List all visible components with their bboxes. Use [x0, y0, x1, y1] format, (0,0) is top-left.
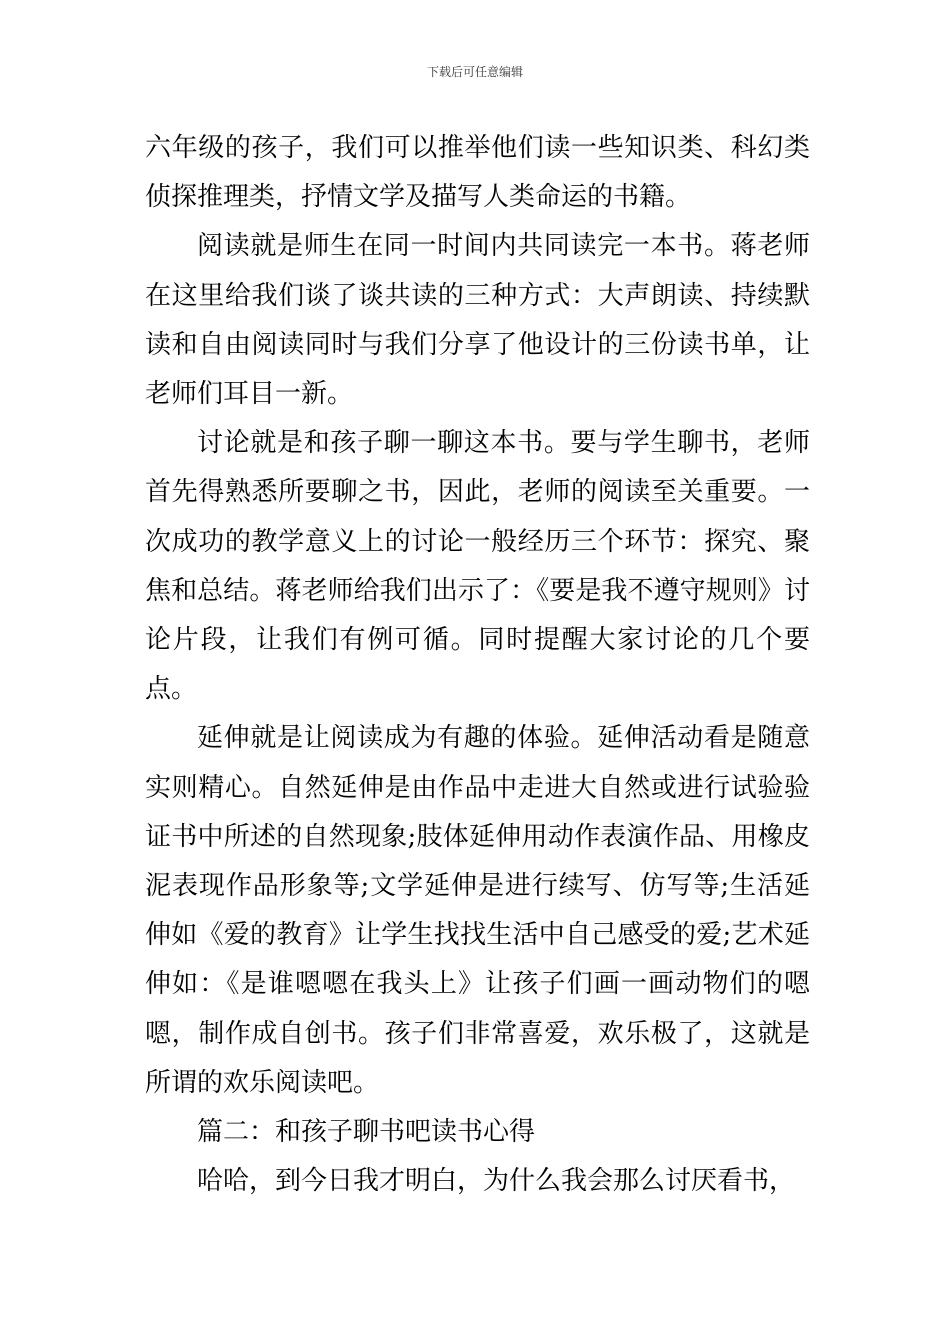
page-header: 下载后可任意编辑: [426, 65, 523, 79]
paragraph-2: 阅读就是师生在同一时间内共同读完一本书。蒋老师在这里给我们谈了谈共读的三种方式：大声朗读、持续默读和自由阅读同时与我们分享了他设计的三份读书单，让老师们耳目一新。: [145, 231, 810, 410]
paragraph-4: 延伸就是让阅读成为有趣的体验。延伸活动看是随意实则精心。自然延伸是由作品中走进大自然或进行试验验证书中所述的自然现象;肢体延伸用动作表演作品、用橡皮泥表现作品形象等;文学延伸是进行续写、仿写等;生活延伸如《爱的教育》让学生找找生活中自己感受的爱;艺术延伸如：《是谁嗯嗯在我头上》让孩子们画一画动物们的嗯嗯，制作成自创书。孩子们非常喜爱，欢乐极了，这就是所谓的欢乐阅读吧。: [145, 723, 810, 1098]
paragraph-1: 六年级的孩子，我们可以推举他们读一些知识类、科幻类侦探推理类，抒情文学及描写人类命运的书籍。: [145, 133, 810, 213]
document-body: [145, 124, 810, 1206]
paragraph-3: 讨论就是和孩子聊一聊这本书。要与学生聊书，老师首先得熟悉所要聊之书，因此，老师的阅读至关重要。一次成功的教学意义上的讨论一般经历三个环节：探究、聚焦和总结。蒋老师给我们出示了：《要是我不遵守规则》讨论片段，让我们有例可循。同时提醒大家讨论的几个要点。: [145, 428, 810, 705]
paragraph-5: 哈哈，到今日我才明白，为什么我会那么讨厌看书，: [197, 1166, 796, 1197]
section-heading: 篇二：和孩子聊书吧读书心得: [197, 1117, 536, 1148]
